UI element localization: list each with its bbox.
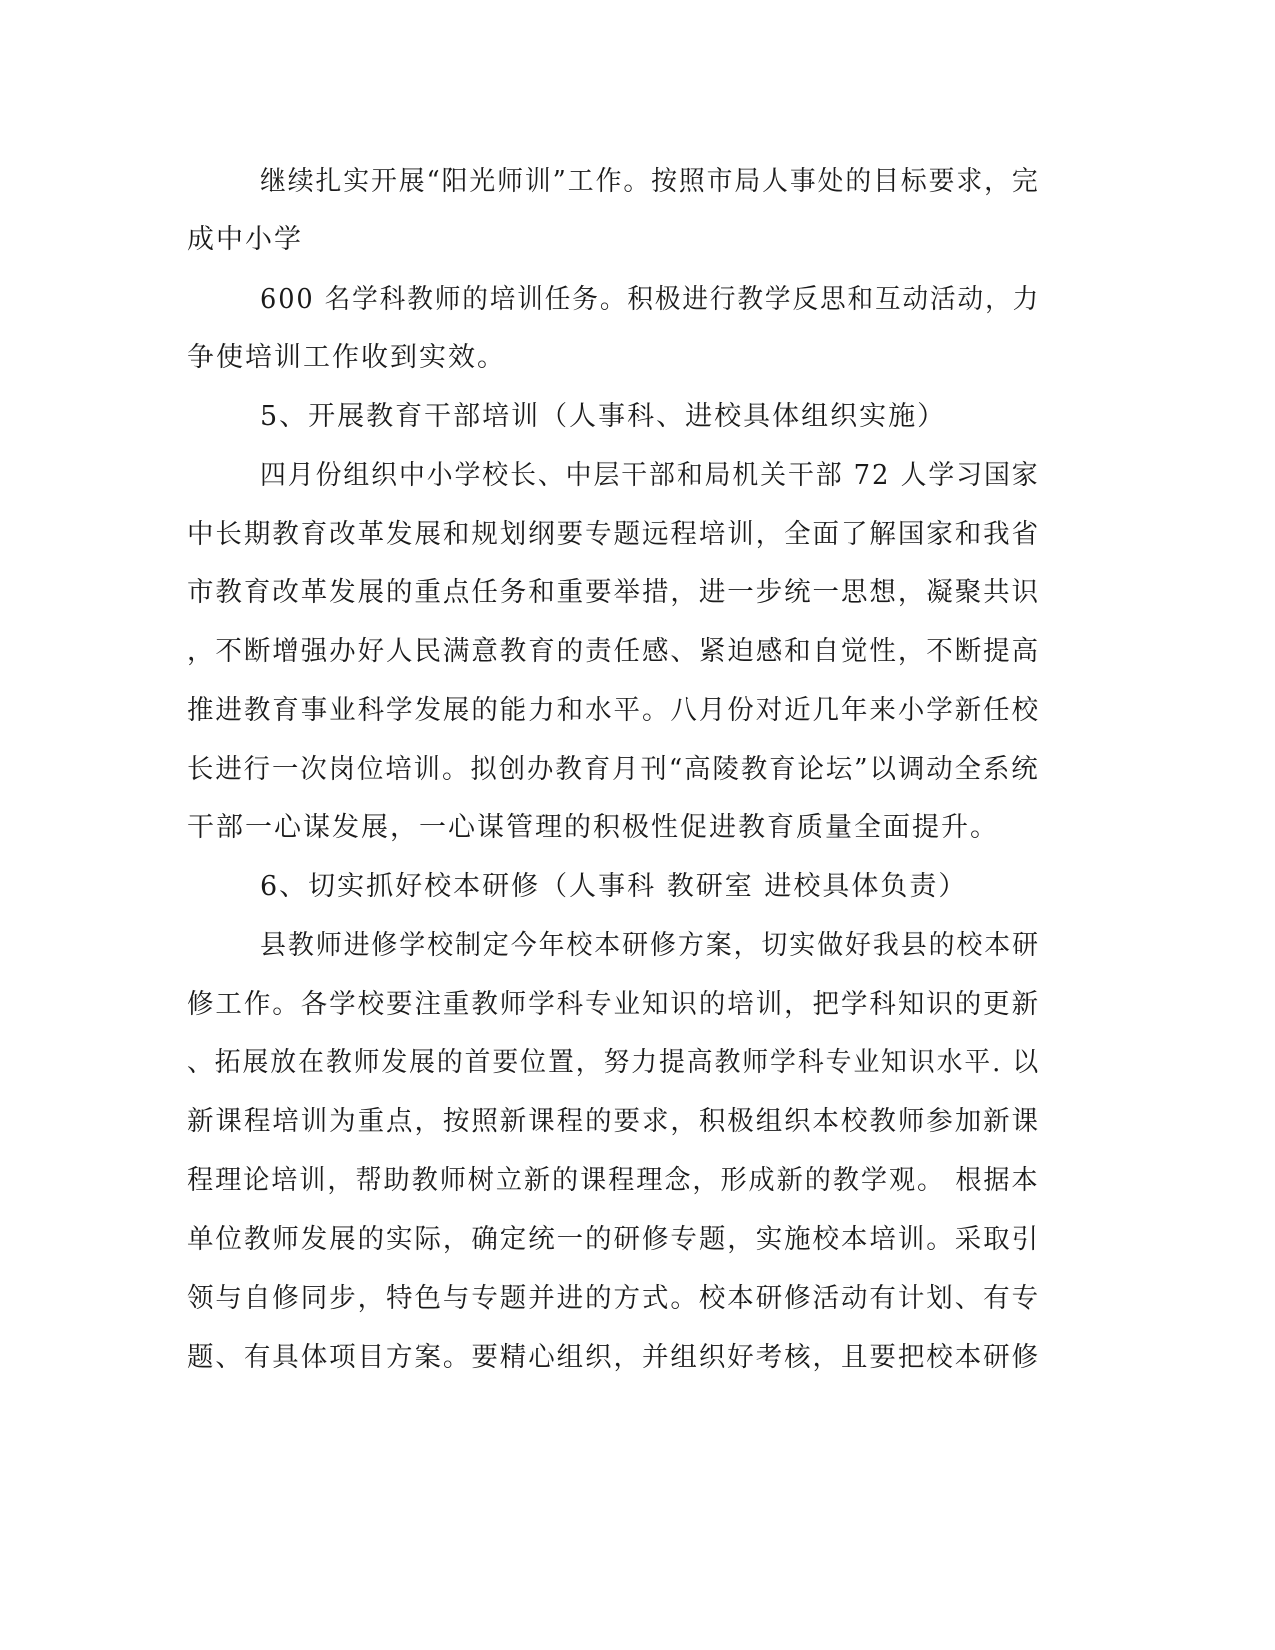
text-line: 长进行一次岗位培训。拟创办教育月刊“高陵教育论坛”以调动全系统 — [187, 754, 1040, 785]
text-line: 推进教育事业科学发展的能力和水平。八月份对近几年来小学新任校 — [187, 695, 1041, 726]
text-line: 新课程培训为重点，按照新课程的要求，积极组织本校教师参加新课 — [187, 1106, 1041, 1137]
text-line: 程理论培训，帮助教师树立新的课程理念，形成新的教学观。 根据本 — [187, 1165, 1040, 1196]
text-line: 题、有具体项目方案。要精心组织，并组织好考核，且要把校本研修 — [187, 1342, 1041, 1373]
text-line: 干部一心谋发展，一心谋管理的积极性促进教育质量全面提升。 — [187, 812, 999, 843]
text-line: 、拓展放在教师发展的首要位置，努力提高教师学科专业知识水平. 以 — [187, 1047, 1041, 1078]
text-line: 成中小学 — [187, 224, 303, 255]
text-line: 争使培训工作收到实效。 — [187, 342, 506, 373]
section-heading: 6、切实抓好校本研修（人事科 教研室 进校具体负责） — [260, 871, 968, 902]
text-line: ，不断增强办好人民满意教育的责任感、紧迫感和自觉性，不断提高 — [187, 636, 1041, 667]
text-line: 修工作。各学校要注重教师学科专业知识的培训，把学科知识的更新 — [187, 989, 1041, 1020]
text-line: 四月份组织中小学校长、中层干部和局机关干部 72 人学习国家 — [260, 460, 1040, 491]
text-line: 县教师进修学校制定今年校本研修方案，切实做好我县的校本研 — [260, 930, 1041, 961]
text-line: 中长期教育改革发展和规划纲要专题远程培训，全面了解国家和我省 — [187, 519, 1041, 550]
text-line: 市教育改革发展的重点任务和重要举措，进一步统一思想，凝聚共识 — [187, 577, 1041, 608]
text-line: 领与自修同步，特色与专题并进的方式。校本研修活动有计划、有专 — [187, 1283, 1041, 1314]
text-line: 继续扎实开展“阳光师训”工作。按照市局人事处的目标要求，完 — [260, 166, 1040, 197]
text-line: 600 名学科教师的培训任务。积极进行教学反思和互动活动，力 — [260, 284, 1041, 315]
text-line: 单位教师发展的实际，确定统一的研修专题，实施校本培训。采取引 — [187, 1224, 1041, 1255]
section-heading: 5、开展教育干部培训（人事科、进校具体组织实施） — [260, 401, 947, 432]
